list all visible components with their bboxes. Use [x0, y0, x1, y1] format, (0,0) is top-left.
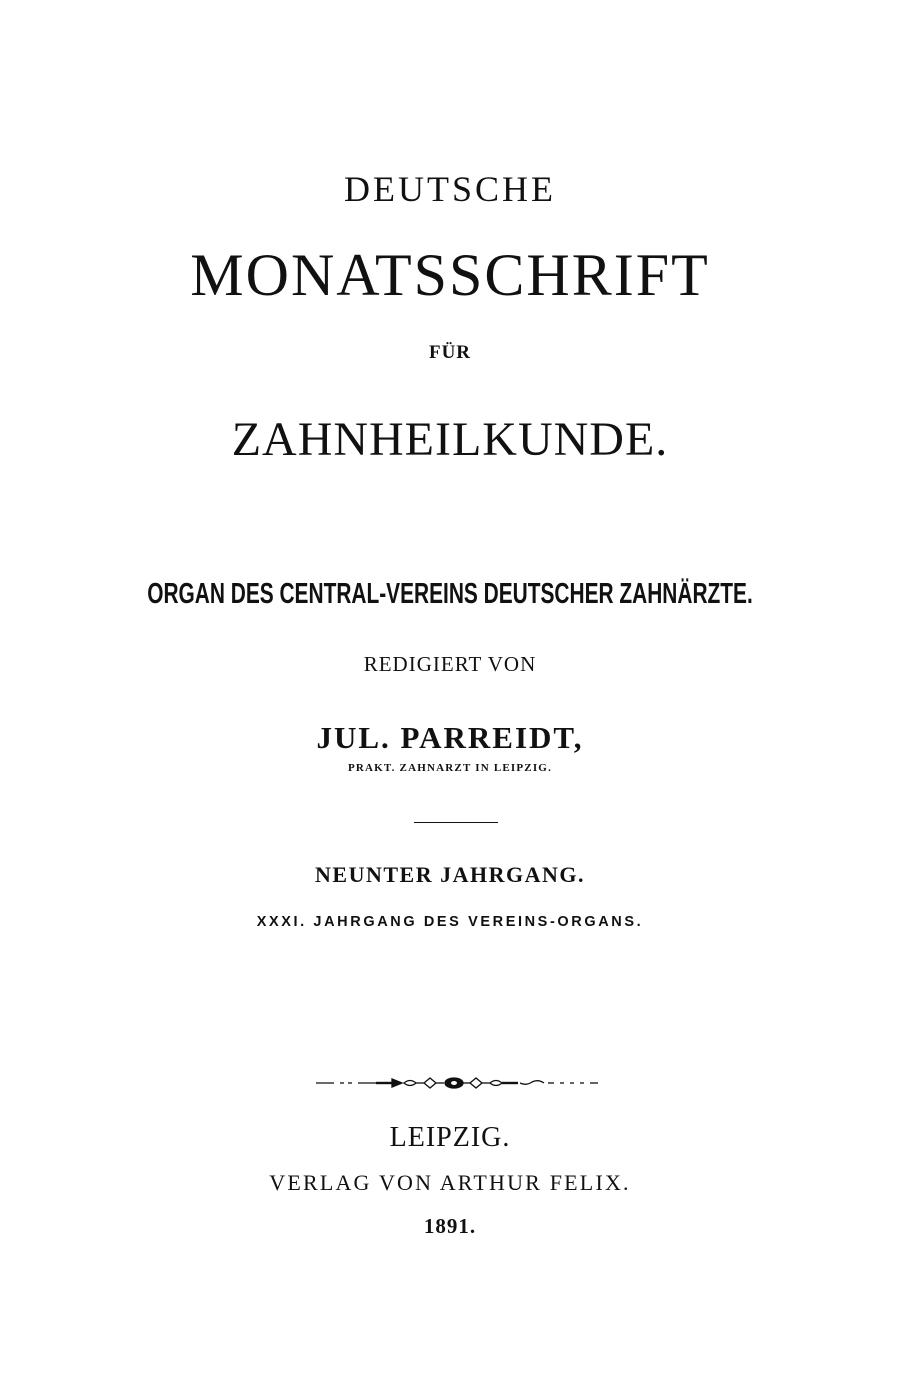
divider-rule: [414, 822, 498, 823]
editor-description: PRAKT. ZAHNARZT IN LEIPZIG.: [347, 762, 553, 774]
title-line-2: MONATSSCHRIFT: [190, 242, 710, 308]
title-line-1: DEUTSCHE: [344, 169, 556, 209]
imprint-city: LEIPZIG.: [389, 1122, 511, 1153]
organ-subtitle: ORGAN DES CENTRAL-VEREINS DEUTSCHER ZAHNÄRZTE.: [147, 578, 753, 610]
volume-series: XXXI. JAHRGANG DES VEREINS-ORGANS.: [256, 914, 644, 930]
imprint-year: 1891.: [423, 1214, 477, 1238]
title-line-3: FÜR: [428, 342, 472, 363]
title-line-4: ZAHNHEILKUNDE.: [231, 413, 669, 466]
imprint-publisher: VERLAG VON ARTHUR FELIX.: [269, 1170, 631, 1195]
editor-name: JUL. PARREIDT,: [316, 720, 584, 755]
edited-by-label: REDIGIERT VON: [363, 652, 537, 676]
ornamental-divider: [314, 1074, 600, 1090]
volume-year: NEUNTER JAHRGANG.: [315, 862, 585, 887]
